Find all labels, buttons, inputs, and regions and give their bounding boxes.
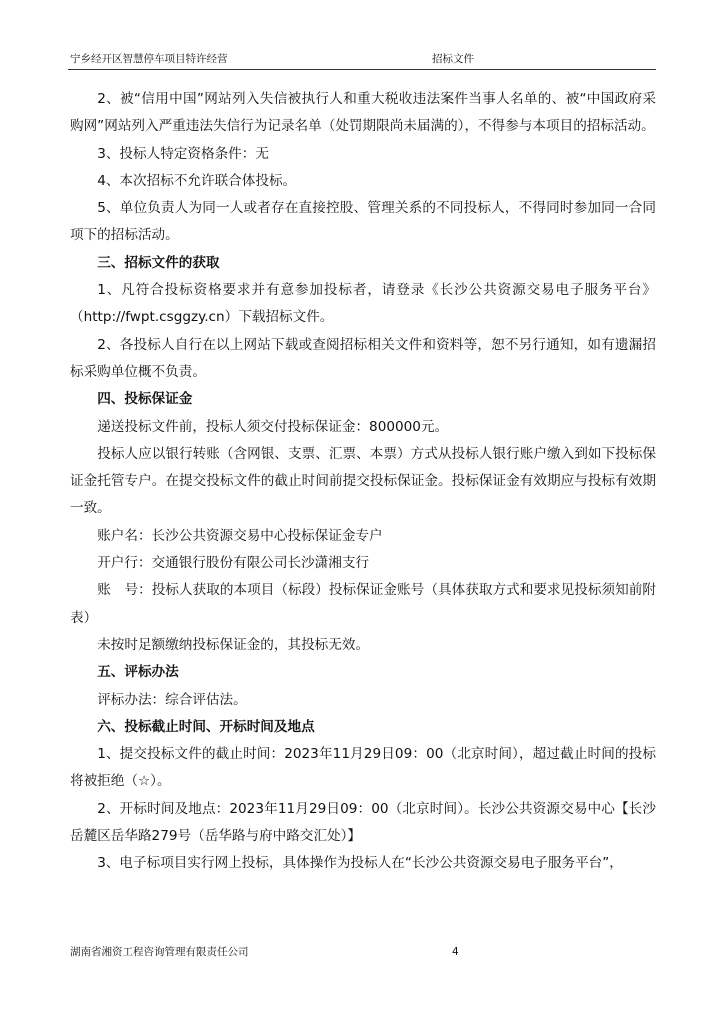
footer-company-name: 湖南省湘资工程咨询管理有限责任公司 [70,946,249,958]
header-divider [68,69,656,70]
paragraph-account-name: 账户名：长沙公共资源交易中心投标保证金专户 [97,527,383,544]
paragraph-evaluation-method: 评标办法：综合评估法。 [97,691,247,708]
section-heading-obtain-documents: 三、招标文件的获取 [97,254,220,271]
paragraph-bond-invalid: 未按时足额缴纳投标保证金的，其投标无效。 [97,636,370,653]
paragraph-special-qualification: 3、投标人特定资格条件：无 [97,145,269,162]
section-heading-deadline: 六、投标截止时间、开标时间及地点 [97,718,315,735]
paragraph-credit-blacklist: 2、被“信用中国”网站列入失信被执行人和重大税收违法案件当事人名单的、被“中国政府采购网”网站列入严重违法失信行为记录名单（处罚期限尚未届满的），不得参与本项目的招标活动。 [70,91,656,135]
page-header [70,52,655,66]
section-heading-evaluation: 五、评标办法 [97,664,179,681]
paragraph-self-check: 2、各投标人自行在以上网站下载或查阅招标相关文件和资料等，恕不另行通知，如有遗漏招标采购单位概不负责。 [70,336,656,380]
paragraph-bond-payment-method: 投标人应以银行转账（含网银、支票、汇票、本票）方式从投标人银行账户缴入到如下投标保证金托管专户。在提交投标文件的截止时间前提交投标保证金。投标保证金有效期应与投标有效期一致。 [70,445,656,517]
paragraph-submission-deadline: 1、提交投标文件的截止时间：2023年11月29日09：00（北京时间），超过截止时间的投标将被拒绝（☆）。 [70,746,656,790]
section-heading-bid-bond: 四、投标保证金 [97,391,193,408]
paragraph-bond-amount: 递送投标文件前，投标人须交付投标保证金：800000元。 [97,418,449,435]
page-number: 4 [452,946,459,958]
paragraph-related-bidders: 5、单位负责人为同一人或者存在直接控股、管理关系的不同投标人，不得同时参加同一合同项下的招标活动。 [70,200,656,244]
paragraph-bank-branch: 开户行：交通银行股份有限公司长沙潇湘支行 [97,555,370,572]
document-body [70,86,656,878]
header-project-name: 宁乡经开区智慧停车项目特许经营 [70,53,228,65]
paragraph-online-bidding: 3、电子标项目实行网上投标，具体操作为投标人在“长沙公共资源交易电子服务平台”， [97,855,623,872]
header-document-type: 招标文件 [432,53,474,65]
page-footer [70,945,655,959]
paragraph-account-number: 账 号：投标人获取的本项目（标段）投标保证金账号（具体获取方式和要求见投标须知前附表） [70,582,656,626]
paragraph-opening-time-place: 2、开标时间及地点：2023年11月29日09：00（北京时间）。长沙公共资源交易中心【长沙岳麓区岳华路279号（岳华路与府中路交汇处）】 [70,800,656,845]
paragraph-download-platform: 1、凡符合投标资格要求并有意参加投标者，请登录《长沙公共资源交易电子服务平台》（http://fwpt.csggzy.cn）下载招标文件。 [70,282,656,326]
paragraph-no-consortium: 4、本次招标不允许联合体投标。 [97,172,297,189]
